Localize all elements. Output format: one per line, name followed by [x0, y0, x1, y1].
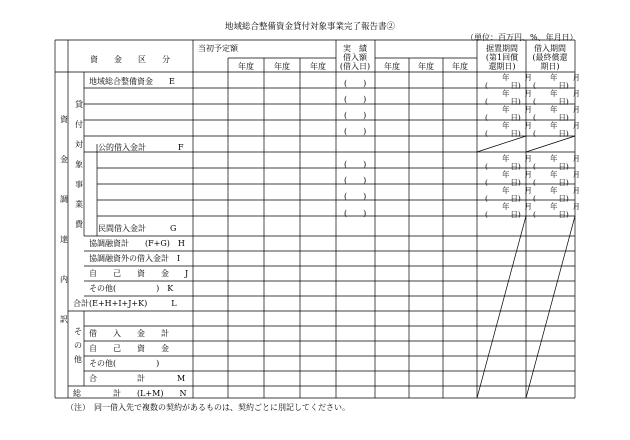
deferment-year-month-5: 年 月	[502, 154, 532, 163]
deferment-year-month-8: 年 月	[502, 202, 532, 211]
header-borrow-period-2: (最終償還	[532, 53, 568, 62]
unit-label: （単位：百万円、%、年月日）	[466, 33, 578, 42]
deferment-year-month-3: 年 月	[502, 105, 532, 114]
row-i-label: 協調融資外の借入金計 I	[89, 254, 181, 263]
borrow-year-month-8: 年 月	[550, 202, 580, 211]
other-group-label: そ の 他	[74, 327, 82, 364]
fiscal-year-6: 年度	[452, 62, 468, 71]
header-borrow-period-3: 期日)	[540, 62, 560, 71]
actual-date-8: ( )	[344, 209, 367, 218]
header-deferment-3: 還期日)	[488, 62, 516, 71]
deferment-day-6: ( 日)	[485, 178, 521, 187]
row-l-label: 合計(E+H+I+J+K) L	[73, 299, 177, 308]
fiscal-year-2: 年度	[274, 62, 290, 71]
borrow-year-month-1: 年 月	[550, 73, 580, 82]
loan-target-label: 貸 付 対 象 事 業 費	[75, 100, 83, 229]
fiscal-year-5: 年度	[418, 62, 434, 71]
actual-date-5: ( )	[344, 160, 367, 169]
borrow-day-8: ( 日)	[533, 210, 569, 219]
fiscal-year-3: 年度	[310, 62, 326, 71]
borrow-day-2: ( 日)	[533, 97, 569, 106]
borrow-day-3: ( 日)	[533, 113, 569, 122]
row-e-label: 地域総合整備資金 E	[89, 77, 175, 86]
borrow-year-month-6: 年 月	[550, 170, 580, 179]
deferment-year-month-6: 年 月	[502, 170, 532, 179]
actual-date-6: ( )	[344, 176, 367, 185]
header-deferment-2: (第1回償	[485, 53, 519, 62]
row-other-label: その他( )	[89, 359, 160, 368]
deferment-day-4: ( 日)	[485, 129, 521, 138]
fund-content-label: 資 金 調 達 内 訳	[60, 115, 68, 324]
deferment-year-month-7: 年 月	[502, 186, 532, 195]
deferment-day-7: ( 日)	[485, 194, 521, 203]
actual-date-7: ( )	[344, 192, 367, 201]
header-deferment-1: 据置期間	[486, 44, 518, 53]
header-classification: 資 金 区 分	[90, 55, 170, 64]
borrow-year-month-2: 年 月	[550, 89, 580, 98]
borrow-day-6: ( 日)	[533, 178, 569, 187]
fiscal-year-1: 年度	[238, 62, 254, 71]
borrow-year-month-3: 年 月	[550, 105, 580, 114]
borrow-year-month-5: 年 月	[550, 154, 580, 163]
row-f-label: 公的借入金計 F	[98, 143, 184, 152]
deferment-day-5: ( 日)	[485, 162, 521, 171]
row-h-label: 協調融資計 (F+G) H	[89, 239, 185, 248]
header-initial-plan: 当初予定額	[198, 44, 238, 53]
row-m-label: 合 計 M	[89, 374, 186, 383]
row-n-label: 総 計 (L+M) N	[73, 389, 187, 398]
deferment-day-8: ( 日)	[485, 210, 521, 219]
actual-date-2: ( )	[344, 95, 367, 104]
deferment-day-3: ( 日)	[485, 113, 521, 122]
actual-date-3: ( )	[344, 111, 367, 120]
borrow-year-month-4: 年 月	[550, 121, 580, 130]
borrow-day-4: ( 日)	[533, 129, 569, 138]
row-k-label: その他( ) K	[89, 284, 174, 293]
deferment-year-month-4: 年 月	[502, 121, 532, 130]
actual-date-4: ( )	[344, 127, 367, 136]
borrow-day-5: ( 日)	[533, 162, 569, 171]
header-actual-3: (借入日)	[339, 62, 371, 71]
row-loan-label: 借 入 金 計	[89, 329, 169, 338]
deferment-year-month-2: 年 月	[502, 89, 532, 98]
footnote: （注） 同一借入先で複数の契約があるものは、契約ごとに別記してください。	[66, 403, 350, 412]
row-j-label: 自 己 資 金 J	[89, 269, 189, 278]
row-own-label: 自 己 資 金	[89, 344, 169, 353]
row-g-label: 民間借入金計 G	[98, 224, 177, 233]
borrow-day-1: ( 日)	[533, 81, 569, 90]
actual-date-1: ( )	[344, 79, 367, 88]
header-borrow-period-1: 借入期間	[534, 44, 566, 53]
header-actual-2: 借入額	[343, 53, 367, 62]
report-title: 地域総合整備資金貸付対象事業完了報告書②	[225, 22, 396, 32]
borrow-year-month-7: 年 月	[550, 186, 580, 195]
header-actual-1: 実 績	[343, 44, 367, 53]
fiscal-year-4: 年度	[384, 62, 400, 71]
deferment-day-2: ( 日)	[485, 97, 521, 106]
deferment-day-1: ( 日)	[485, 81, 521, 90]
deferment-year-month-1: 年 月	[502, 73, 532, 82]
borrow-day-7: ( 日)	[533, 194, 569, 203]
